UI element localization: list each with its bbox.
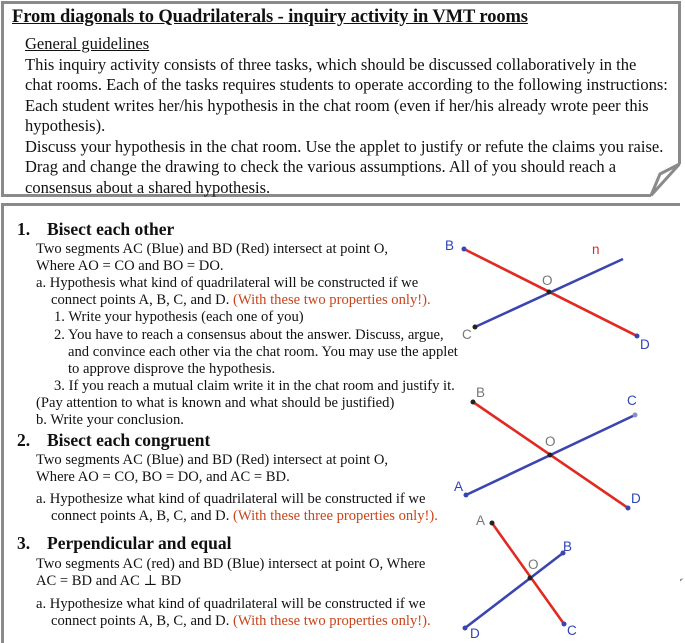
point-c — [562, 622, 567, 627]
task-3-given-2: AC = BD and AC ⊥ BD — [36, 573, 182, 589]
label-o: O — [542, 273, 553, 288]
task-1-attention: (Pay attention to what is known and what should be justified) — [36, 395, 395, 411]
page-title: From diagonals to Quadrilaterals - inquiry activity in VMT rooms — [12, 7, 528, 27]
segment-bd-blue — [465, 553, 563, 628]
guidelines-line: chat rooms. Each of the tasks requires students to operate according to the following instructions: — [25, 75, 668, 94]
task-3-a-line1: a. Hypothesize what kind of quadrilateral will be constructed if we — [36, 596, 426, 612]
label-d: D — [640, 337, 650, 352]
task-3-a-text: connect points A, B, C, and D. — [51, 613, 234, 629]
guidelines-line: Discuss your hypothesis in the chat room. Use the applet to justify or refute the claims you raise. — [25, 136, 664, 156]
label-b: B — [476, 385, 486, 400]
guidelines-line: consensus about a shared hypothesis. — [25, 177, 271, 197]
label-c: C — [567, 623, 577, 638]
label-o: O — [528, 557, 539, 572]
label-n: n — [592, 242, 600, 257]
label-a: A — [476, 513, 486, 528]
guidelines-line: Drag and change the drawing to check the various assumptions. All of you should reach a — [25, 157, 617, 176]
task-1-step-2-cont: and convince each other via the chat room. You may use the applet — [68, 344, 458, 360]
task-2-a-line1: a. Hypothesize what kind of quadrilateral will be constructed if we — [36, 491, 426, 507]
task-2-given-1: Two segments AC (Blue) and BD (Red) intersect at point O, — [36, 452, 389, 468]
task-3-given-1: Two segments AC (red) and BD (Blue) intersect at point O, Where — [36, 556, 426, 572]
task-1-step-3: 3. If you reach a mutual claim write it in the chat room and justify it. — [54, 378, 455, 394]
task-2-number: 2. — [17, 430, 31, 450]
task-2-a-note: (With these three properties only!). — [233, 508, 438, 524]
label-b: B — [445, 238, 455, 253]
task-3-title: Perpendicular and equal — [47, 533, 232, 553]
task-2-a-text: connect points A, B, C, and D. — [51, 508, 234, 524]
label-c: C — [462, 327, 472, 342]
task-2-title: Bisect each congruent — [47, 430, 211, 450]
guidelines-line: hypothesis). — [25, 116, 106, 135]
task-1-a-note: (With these two properties only!). — [233, 292, 431, 308]
label-c: C — [627, 393, 637, 408]
task-1-title: Bisect each other — [47, 219, 175, 239]
label-d: D — [470, 626, 480, 641]
label-a: A — [454, 479, 464, 494]
segment-ac-red — [492, 523, 564, 624]
task-1-step-2-cont: to approve disprove the hypothesis. — [68, 361, 276, 377]
task-1-b-line: b. Write your conclusion. — [36, 412, 184, 428]
task-3-number: 3. — [17, 533, 31, 553]
task-3-a-note: (With these two properties only!). — [233, 613, 431, 629]
task-1-a-text: connect points A, B, C, and D. — [51, 292, 234, 308]
point-a — [490, 521, 495, 526]
task-1-step-2: 2. You have to reach a consensus about the answer. Discuss, argue, — [54, 327, 444, 343]
point-o — [528, 576, 533, 581]
point-d — [463, 626, 468, 631]
task-1-given-2: Where AO = CO and BO = DO. — [36, 258, 224, 274]
label-o: O — [545, 434, 556, 449]
label-d: D — [631, 491, 641, 506]
guidelines-line: This inquiry activity consists of three tasks, which should be discussed collaboratively in the — [25, 54, 637, 74]
label-b: B — [563, 539, 573, 554]
task-1-a-line1: a. Hypothesis what kind of quadrilateral will be constructed if we — [36, 275, 419, 291]
guidelines-line: Each student writes her/his hypothesis in the chat room (even if her/his already wrote peer this — [25, 95, 649, 115]
task-1-number: 1. — [17, 219, 31, 239]
task-2-given-2: Where AO = CO, BO = DO, and AC = BD. — [36, 469, 290, 485]
guidelines-heading: General guidelines — [25, 34, 150, 53]
task-1-given-1: Two segments AC (Blue) and BD (Red) intersect at point O, — [36, 241, 389, 257]
task-1-step-1: 1. Write your hypothesis (each one of you) — [54, 309, 304, 325]
